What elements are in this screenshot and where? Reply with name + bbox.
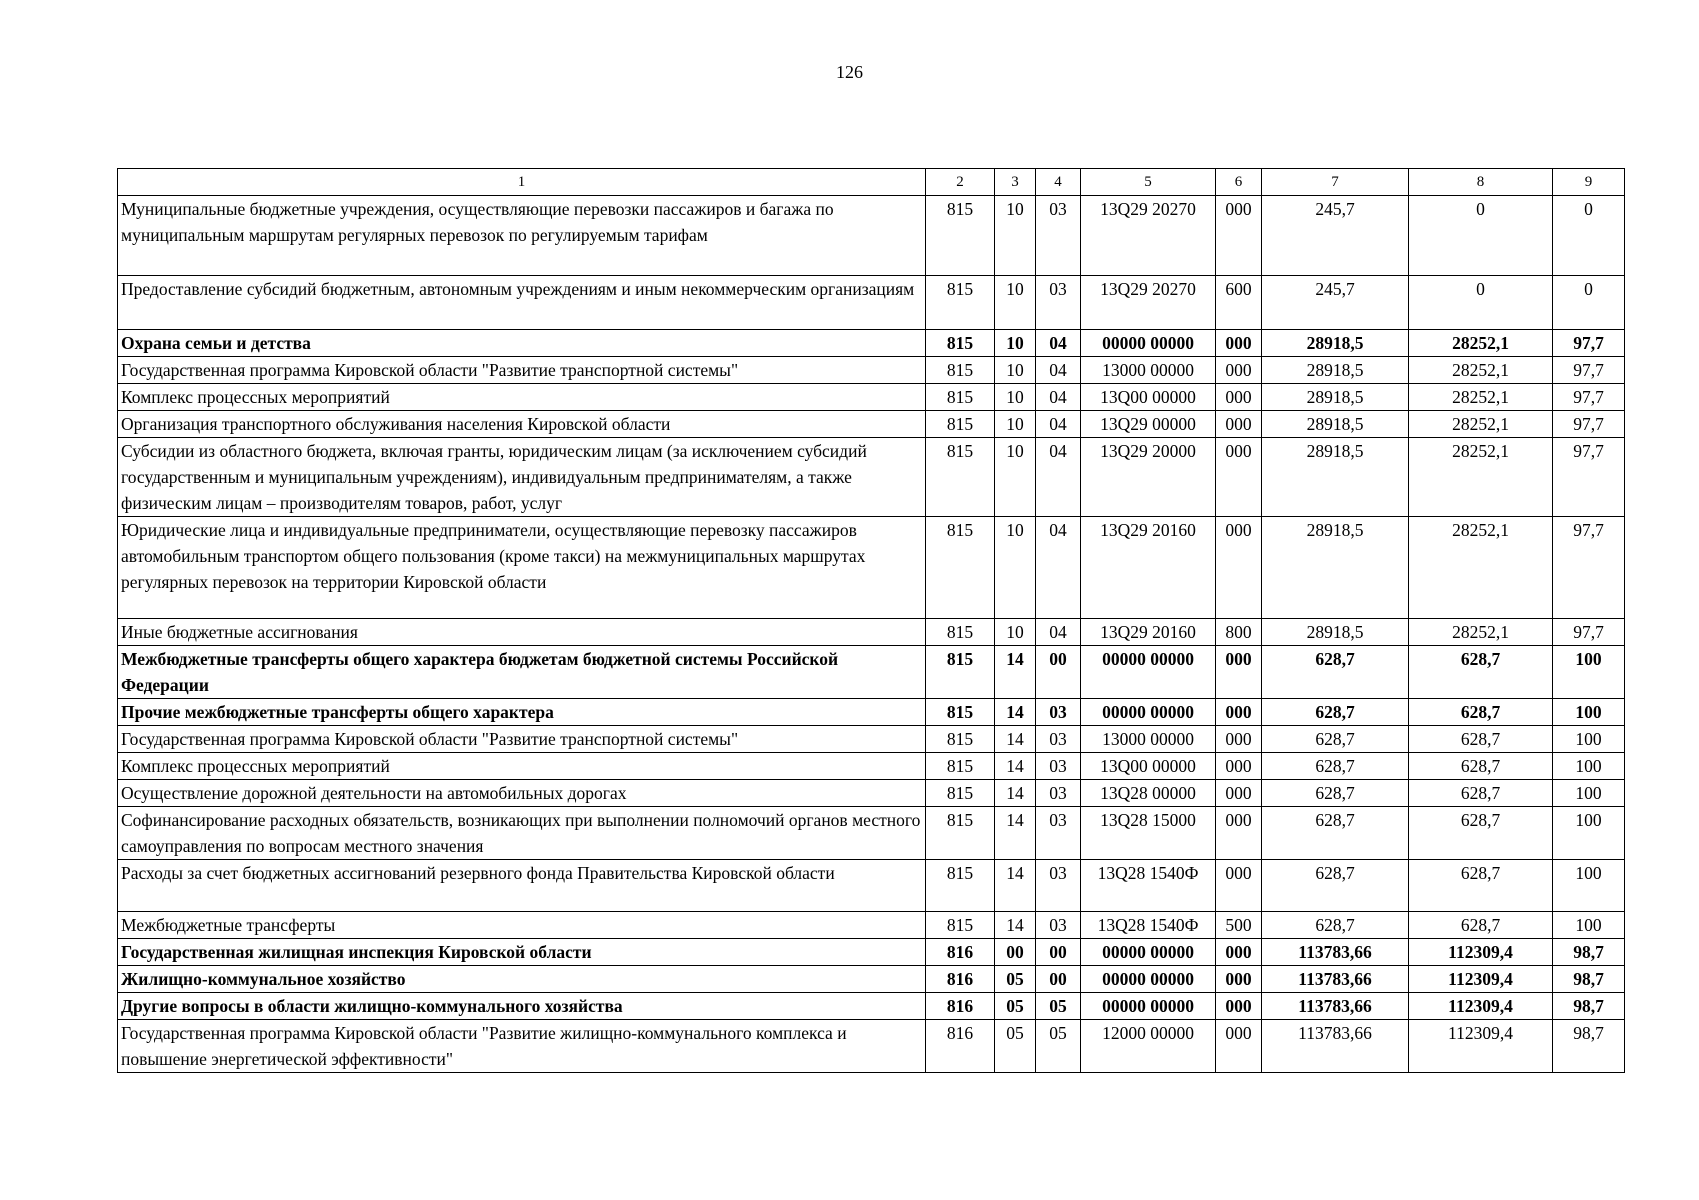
percent-cell: 98,7 [1553, 966, 1625, 993]
row-name-cell: Расходы за счет бюджетных ассигнований резервного фонда Правительства Кировской области [118, 860, 926, 912]
row-name-cell: Прочие межбюджетные трансферты общего характера [118, 699, 926, 726]
expense-type-cell: 000 [1216, 807, 1262, 860]
planned-amount-cell: 628,7 [1262, 726, 1409, 753]
chapter-code-cell: 10 [995, 411, 1036, 438]
table-row [118, 411, 1625, 438]
row-name-cell: Государственная жилищная инспекция Кировской области [118, 939, 926, 966]
expense-type-cell: 000 [1216, 939, 1262, 966]
chapter-code-cell: 14 [995, 646, 1036, 699]
expense-type-cell: 000 [1216, 726, 1262, 753]
section-code-cell: 815 [926, 330, 995, 357]
table-row [118, 939, 1625, 966]
section-code-cell: 815 [926, 860, 995, 912]
percent-cell: 100 [1553, 780, 1625, 807]
chapter-code-cell: 14 [995, 807, 1036, 860]
table-row [118, 196, 1625, 276]
chapter-code-cell: 10 [995, 196, 1036, 276]
expense-type-cell: 000 [1216, 517, 1262, 619]
chapter-code-cell: 10 [995, 330, 1036, 357]
executed-amount-cell: 628,7 [1409, 912, 1553, 939]
expense-type-cell: 800 [1216, 619, 1262, 646]
chapter-code-cell: 14 [995, 912, 1036, 939]
target-item-cell: 13Q29 00000 [1081, 411, 1216, 438]
section-code-cell: 815 [926, 807, 995, 860]
planned-amount-cell: 28918,5 [1262, 357, 1409, 384]
target-item-cell: 12000 00000 [1081, 1020, 1216, 1073]
executed-amount-cell: 628,7 [1409, 726, 1553, 753]
expense-type-cell: 000 [1216, 411, 1262, 438]
planned-amount-cell: 28918,5 [1262, 330, 1409, 357]
percent-cell: 0 [1553, 276, 1625, 330]
budget-table [117, 168, 1625, 1073]
executed-amount-cell: 628,7 [1409, 753, 1553, 780]
percent-cell: 97,7 [1553, 384, 1625, 411]
executed-amount-cell: 28252,1 [1409, 411, 1553, 438]
table-row [118, 438, 1625, 517]
subsection-code-cell: 04 [1036, 619, 1081, 646]
table-row [118, 357, 1625, 384]
expense-type-cell: 000 [1216, 860, 1262, 912]
target-item-cell: 13Q00 00000 [1081, 384, 1216, 411]
executed-amount-cell: 28252,1 [1409, 357, 1553, 384]
target-item-cell: 13Q29 20000 [1081, 438, 1216, 517]
executed-amount-cell: 28252,1 [1409, 619, 1553, 646]
chapter-code-cell: 14 [995, 699, 1036, 726]
executed-amount-cell: 628,7 [1409, 699, 1553, 726]
table-row [118, 807, 1625, 860]
row-name-cell: Межбюджетные трансферты [118, 912, 926, 939]
row-name-cell: Субсидии из областного бюджета, включая гранты, юридическим лицам (за исключением субсидий государственным и муниципальным учреждениям), индивидуальным предпринимателям, а также физическим лицам – производителям товаров, работ, услуг [118, 438, 926, 517]
table-row [118, 1020, 1625, 1073]
planned-amount-cell: 28918,5 [1262, 384, 1409, 411]
subsection-code-cell: 03 [1036, 699, 1081, 726]
chapter-code-cell: 00 [995, 939, 1036, 966]
row-name-cell: Комплекс процессных мероприятий [118, 384, 926, 411]
executed-amount-cell: 628,7 [1409, 780, 1553, 807]
target-item-cell: 00000 00000 [1081, 699, 1216, 726]
target-item-cell: 00000 00000 [1081, 939, 1216, 966]
column-header: 3 [995, 169, 1036, 196]
column-header: 6 [1216, 169, 1262, 196]
planned-amount-cell: 628,7 [1262, 753, 1409, 780]
percent-cell: 100 [1553, 699, 1625, 726]
subsection-code-cell: 03 [1036, 807, 1081, 860]
target-item-cell: 13Q29 20270 [1081, 276, 1216, 330]
planned-amount-cell: 28918,5 [1262, 438, 1409, 517]
chapter-code-cell: 14 [995, 860, 1036, 912]
executed-amount-cell: 628,7 [1409, 860, 1553, 912]
expense-type-cell: 000 [1216, 699, 1262, 726]
column-header: 2 [926, 169, 995, 196]
table-row [118, 753, 1625, 780]
expense-type-cell: 000 [1216, 196, 1262, 276]
planned-amount-cell: 113783,66 [1262, 993, 1409, 1020]
executed-amount-cell: 628,7 [1409, 646, 1553, 699]
subsection-code-cell: 05 [1036, 993, 1081, 1020]
table-row [118, 860, 1625, 912]
target-item-cell: 13000 00000 [1081, 357, 1216, 384]
expense-type-cell: 500 [1216, 912, 1262, 939]
subsection-code-cell: 00 [1036, 966, 1081, 993]
row-name-cell: Софинансирование расходных обязательств, возникающих при выполнении полномочий органов местного самоуправления по вопросам местного значения [118, 807, 926, 860]
table-row [118, 699, 1625, 726]
percent-cell: 100 [1553, 807, 1625, 860]
expense-type-cell: 000 [1216, 1020, 1262, 1073]
planned-amount-cell: 628,7 [1262, 780, 1409, 807]
chapter-code-cell: 10 [995, 276, 1036, 330]
target-item-cell: 00000 00000 [1081, 966, 1216, 993]
target-item-cell: 00000 00000 [1081, 993, 1216, 1020]
row-name-cell: Предоставление субсидий бюджетным, автономным учреждениям и иным некоммерческим организациям [118, 276, 926, 330]
planned-amount-cell: 28918,5 [1262, 517, 1409, 619]
chapter-code-cell: 10 [995, 517, 1036, 619]
subsection-code-cell: 03 [1036, 912, 1081, 939]
subsection-code-cell: 03 [1036, 753, 1081, 780]
section-code-cell: 815 [926, 646, 995, 699]
row-name-cell: Жилищно-коммунальное хозяйство [118, 966, 926, 993]
target-item-cell: 13Q28 1540Ф [1081, 860, 1216, 912]
section-code-cell: 815 [926, 726, 995, 753]
executed-amount-cell: 628,7 [1409, 807, 1553, 860]
chapter-code-cell: 10 [995, 384, 1036, 411]
table-row [118, 276, 1625, 330]
executed-amount-cell: 28252,1 [1409, 384, 1553, 411]
planned-amount-cell: 245,7 [1262, 196, 1409, 276]
subsection-code-cell: 00 [1036, 939, 1081, 966]
expense-type-cell: 000 [1216, 438, 1262, 517]
subsection-code-cell: 03 [1036, 726, 1081, 753]
expense-type-cell: 000 [1216, 966, 1262, 993]
column-header: 9 [1553, 169, 1625, 196]
percent-cell: 0 [1553, 196, 1625, 276]
planned-amount-cell: 628,7 [1262, 646, 1409, 699]
subsection-code-cell: 04 [1036, 411, 1081, 438]
row-name-cell: Осуществление дорожной деятельности на автомобильных дорогах [118, 780, 926, 807]
table-row [118, 646, 1625, 699]
percent-cell: 97,7 [1553, 517, 1625, 619]
chapter-code-cell: 05 [995, 993, 1036, 1020]
subsection-code-cell: 03 [1036, 276, 1081, 330]
target-item-cell: 13Q28 00000 [1081, 780, 1216, 807]
expense-type-cell: 000 [1216, 753, 1262, 780]
table-row [118, 384, 1625, 411]
row-name-cell: Муниципальные бюджетные учреждения, осуществляющие перевозки пассажиров и багажа по муниципальным маршрутам регулярных перевозок по регулируемым тарифам [118, 196, 926, 276]
row-name-cell: Государственная программа Кировской области "Развитие транспортной системы" [118, 726, 926, 753]
row-name-cell: Комплекс процессных мероприятий [118, 753, 926, 780]
section-code-cell: 815 [926, 357, 995, 384]
percent-cell: 100 [1553, 726, 1625, 753]
planned-amount-cell: 28918,5 [1262, 619, 1409, 646]
executed-amount-cell: 28252,1 [1409, 330, 1553, 357]
row-name-cell: Юридические лица и индивидуальные предприниматели, осуществляющие перевозку пассажиров автомобильным транспортом общего пользования (кроме такси) на межмуниципальных маршрутах регулярных перевозок на территории Кировской области [118, 517, 926, 619]
row-name-cell: Организация транспортного обслуживания населения Кировской области [118, 411, 926, 438]
subsection-code-cell: 05 [1036, 1020, 1081, 1073]
section-code-cell: 815 [926, 619, 995, 646]
column-header: 8 [1409, 169, 1553, 196]
executed-amount-cell: 112309,4 [1409, 939, 1553, 966]
subsection-code-cell: 03 [1036, 196, 1081, 276]
section-code-cell: 815 [926, 438, 995, 517]
section-code-cell: 816 [926, 993, 995, 1020]
executed-amount-cell: 112309,4 [1409, 993, 1553, 1020]
subsection-code-cell: 03 [1036, 780, 1081, 807]
expense-type-cell: 000 [1216, 780, 1262, 807]
column-header: 5 [1081, 169, 1216, 196]
target-item-cell: 00000 00000 [1081, 330, 1216, 357]
expense-type-cell: 000 [1216, 357, 1262, 384]
percent-cell: 97,7 [1553, 619, 1625, 646]
section-code-cell: 816 [926, 939, 995, 966]
percent-cell: 100 [1553, 753, 1625, 780]
target-item-cell: 13000 00000 [1081, 726, 1216, 753]
percent-cell: 97,7 [1553, 330, 1625, 357]
subsection-code-cell: 04 [1036, 357, 1081, 384]
section-code-cell: 816 [926, 966, 995, 993]
row-name-cell: Межбюджетные трансферты общего характера бюджетам бюджетной системы Российской Федерации [118, 646, 926, 699]
row-name-cell: Охрана семьи и детства [118, 330, 926, 357]
table-row [118, 912, 1625, 939]
chapter-code-cell: 10 [995, 438, 1036, 517]
column-header: 4 [1036, 169, 1081, 196]
expense-type-cell: 000 [1216, 993, 1262, 1020]
section-code-cell: 815 [926, 276, 995, 330]
table-row [118, 966, 1625, 993]
row-name-cell: Другие вопросы в области жилищно-коммунального хозяйства [118, 993, 926, 1020]
percent-cell: 97,7 [1553, 438, 1625, 517]
section-code-cell: 815 [926, 384, 995, 411]
percent-cell: 98,7 [1553, 993, 1625, 1020]
planned-amount-cell: 113783,66 [1262, 939, 1409, 966]
chapter-code-cell: 14 [995, 780, 1036, 807]
section-code-cell: 815 [926, 699, 995, 726]
table-row [118, 780, 1625, 807]
planned-amount-cell: 628,7 [1262, 807, 1409, 860]
table-header-row [118, 169, 1625, 196]
chapter-code-cell: 14 [995, 753, 1036, 780]
subsection-code-cell: 04 [1036, 517, 1081, 619]
subsection-code-cell: 04 [1036, 438, 1081, 517]
percent-cell: 98,7 [1553, 1020, 1625, 1073]
table-row [118, 726, 1625, 753]
chapter-code-cell: 05 [995, 966, 1036, 993]
percent-cell: 100 [1553, 860, 1625, 912]
planned-amount-cell: 113783,66 [1262, 1020, 1409, 1073]
executed-amount-cell: 0 [1409, 276, 1553, 330]
chapter-code-cell: 10 [995, 357, 1036, 384]
section-code-cell: 815 [926, 753, 995, 780]
planned-amount-cell: 28918,5 [1262, 411, 1409, 438]
expense-type-cell: 600 [1216, 276, 1262, 330]
table-row [118, 517, 1625, 619]
percent-cell: 100 [1553, 646, 1625, 699]
planned-amount-cell: 628,7 [1262, 699, 1409, 726]
executed-amount-cell: 28252,1 [1409, 517, 1553, 619]
percent-cell: 97,7 [1553, 411, 1625, 438]
planned-amount-cell: 628,7 [1262, 860, 1409, 912]
table-row [118, 993, 1625, 1020]
row-name-cell: Государственная программа Кировской области "Развитие жилищно-коммунального комплекса и повышение энергетической эффективности" [118, 1020, 926, 1073]
target-item-cell: 00000 00000 [1081, 646, 1216, 699]
chapter-code-cell: 10 [995, 619, 1036, 646]
table-row [118, 330, 1625, 357]
subsection-code-cell: 04 [1036, 330, 1081, 357]
expense-type-cell: 000 [1216, 384, 1262, 411]
subsection-code-cell: 00 [1036, 646, 1081, 699]
executed-amount-cell: 28252,1 [1409, 438, 1553, 517]
row-name-cell: Государственная программа Кировской области "Развитие транспортной системы" [118, 357, 926, 384]
section-code-cell: 815 [926, 912, 995, 939]
percent-cell: 100 [1553, 912, 1625, 939]
section-code-cell: 816 [926, 1020, 995, 1073]
chapter-code-cell: 14 [995, 726, 1036, 753]
target-item-cell: 13Q29 20270 [1081, 196, 1216, 276]
target-item-cell: 13Q00 00000 [1081, 753, 1216, 780]
percent-cell: 98,7 [1553, 939, 1625, 966]
executed-amount-cell: 112309,4 [1409, 1020, 1553, 1073]
column-header: 7 [1262, 169, 1409, 196]
row-name-cell: Иные бюджетные ассигнования [118, 619, 926, 646]
percent-cell: 97,7 [1553, 357, 1625, 384]
subsection-code-cell: 03 [1036, 860, 1081, 912]
planned-amount-cell: 245,7 [1262, 276, 1409, 330]
section-code-cell: 815 [926, 196, 995, 276]
chapter-code-cell: 05 [995, 1020, 1036, 1073]
executed-amount-cell: 0 [1409, 196, 1553, 276]
column-header: 1 [118, 169, 926, 196]
section-code-cell: 815 [926, 780, 995, 807]
target-item-cell: 13Q28 15000 [1081, 807, 1216, 860]
planned-amount-cell: 113783,66 [1262, 966, 1409, 993]
target-item-cell: 13Q29 20160 [1081, 619, 1216, 646]
target-item-cell: 13Q28 1540Ф [1081, 912, 1216, 939]
section-code-cell: 815 [926, 411, 995, 438]
subsection-code-cell: 04 [1036, 384, 1081, 411]
expense-type-cell: 000 [1216, 330, 1262, 357]
page-number: 126 [836, 62, 863, 82]
planned-amount-cell: 628,7 [1262, 912, 1409, 939]
target-item-cell: 13Q29 20160 [1081, 517, 1216, 619]
section-code-cell: 815 [926, 517, 995, 619]
expense-type-cell: 000 [1216, 646, 1262, 699]
executed-amount-cell: 112309,4 [1409, 966, 1553, 993]
table-row [118, 619, 1625, 646]
